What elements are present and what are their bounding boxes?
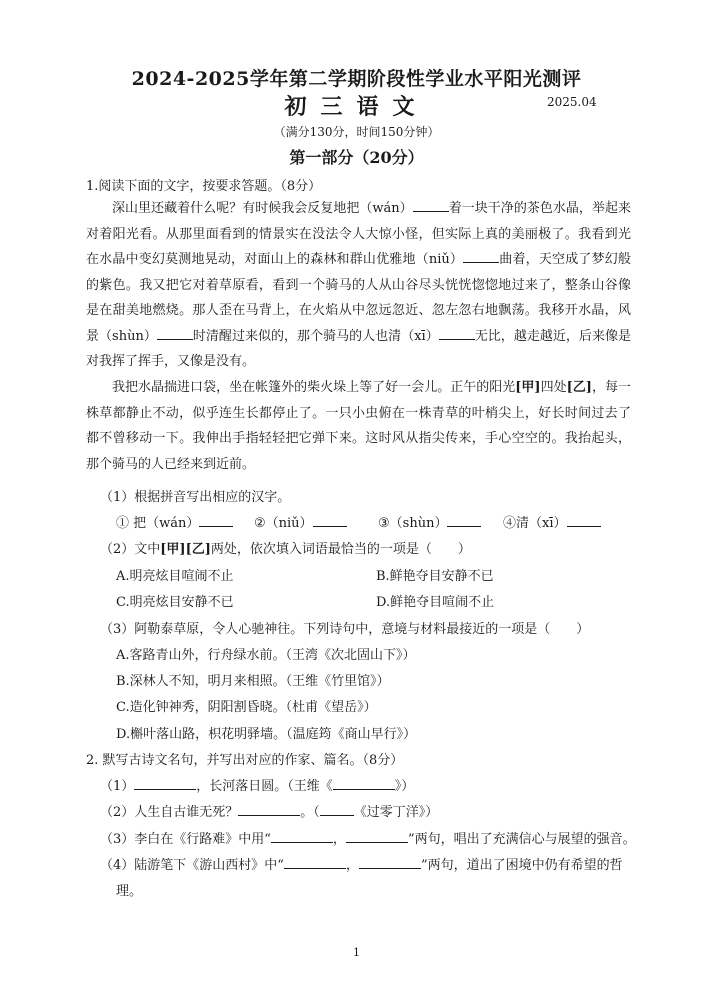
passage-text: ，每一株草都静止不动，似乎连生长都停止了。一只小虫俯在一株青草的叶梢尖上，好长时间过去了都不曾移动一下。我伸出手指轻轻把它弹下来。这时风从指尖传来，手心空空的。我抬起头，那个骑马的人已经来到近前。 [86, 380, 631, 472]
q2-line-3: （3）李白在《行路难》中用“ ， ”两句，唱出了充满信心与展望的强音。 [100, 832, 636, 847]
answer-blank[interactable] [359, 856, 421, 869]
subject-title: 初三语文 [284, 94, 429, 120]
answer-blank[interactable] [320, 803, 354, 816]
marker-jiayi: [甲][乙] [160, 542, 211, 557]
sub3-option-a[interactable]: A.客路青山外，行舟绿水前。（王湾《次北固山下》） [116, 648, 416, 663]
answer-blank[interactable] [346, 830, 408, 843]
answer-blank[interactable] [447, 514, 481, 527]
q2-line-2: （2）人生自古谁无死？ 。（ 《过零丁洋》） [100, 805, 439, 820]
answer-blank[interactable] [567, 514, 601, 527]
passage-paragraph-2 [86, 375, 631, 477]
answer-blank[interactable] [439, 327, 475, 340]
answer-blank[interactable] [413, 199, 449, 212]
q1-stem: 1.阅读下面的文字，按要求答题。（8分） [86, 179, 322, 194]
sub2-option-d[interactable]: D.鲜艳夺目喧闹不止 [376, 595, 495, 610]
sub2-option-b[interactable]: B.鲜艳夺目安静不已 [376, 569, 494, 584]
q1-sub3: （3）阿勒泰草原，令人心驰神往。下列诗句中，意境与材料最接近的一项是（ ） [100, 622, 590, 637]
passage-text: 曲着，天空成了梦幻般的紫色。我又把它对着草原看，看到一个骑马的人从山谷尽头恍恍惚惚地过来了，整条山谷像是在甜美地燃烧。那人歪在马背上，在火焰从中忽远忽近、忽左忽右地飘荡。我移开水晶，风景（shùn） [86, 252, 631, 344]
passage-text: 深山里还藏着什么呢？有时候我会反复地把（wán） [112, 201, 413, 216]
marker-jia: [甲] [515, 380, 541, 395]
answer-blank[interactable] [238, 803, 300, 816]
answer-blank[interactable] [313, 514, 347, 527]
answer-blank[interactable] [199, 514, 233, 527]
passage-text: 时清醒过来似的，那个骑马的人也清（xī） [192, 328, 439, 344]
part-title: 第一部分（20分） [289, 148, 424, 167]
exam-date: 2025.04 [547, 95, 597, 109]
q2-line-1: （1） ，长河落日圆。（王维《 》） [100, 779, 415, 794]
q2-line-4: （4）陆游笔下《游山西村》中“ ， ”两句，道出了困境中仍有希望的哲 [100, 858, 623, 873]
page-number: 1 [353, 946, 360, 959]
sub3-option-c[interactable]: C.造化钟神秀，阴阳割昏晓。（杜甫《望岳》） [116, 700, 377, 715]
pinyin-item-3: ③（shùn） [378, 512, 481, 531]
score-time-note: （满分130分，时间150分钟） [273, 125, 440, 139]
answer-blank[interactable] [333, 777, 395, 790]
answer-blank[interactable] [271, 830, 333, 843]
pinyin-item-2: ②（niǔ） [254, 512, 347, 531]
sub3-option-b[interactable]: B.深林人不知，明月来相照。（王维《竹里馆》） [116, 674, 390, 689]
sub3-option-d[interactable]: D.槲叶落山路，枳花明驿墙。（温庭筠《商山早行》） [116, 727, 417, 742]
sub2-option-a[interactable]: A.明亮炫目喧闹不止 [116, 569, 234, 584]
q1-sub2: （2）文中[甲][乙]两处，依次填入词语最恰当的一项是（ ） [100, 542, 471, 557]
passage-text: 无比，越走越近，后来像是对我挥了挥手，又像是没有。 [86, 328, 631, 369]
answer-blank[interactable] [463, 250, 499, 263]
exam-title: 2024-2025学年第二学期阶段性学业水平阳光测评 [131, 68, 582, 90]
passage-text: 四处 [540, 380, 567, 395]
q2-stem: 2. 默写古诗文名句，并写出对应的作家、篇名。（8分） [86, 753, 404, 768]
passage-text: 着一块干净的茶色水晶，举起来对着阳光看。从那里面看到的情景实在没法令人大惊小怪，但实际上真的美丽极了。我看到光在水晶中变幻莫测地晃动，对面山上的森林和群山优雅地（niǔ） [86, 201, 631, 267]
sub2-option-c[interactable]: C.明亮炫目安静不已 [116, 595, 234, 610]
q1-sub1: （1）根据拼音写出相应的汉字。 [100, 490, 291, 505]
answer-blank[interactable] [134, 777, 196, 790]
q2-line-4-cont: 理。 [116, 884, 143, 899]
passage-text: 我把水晶揣进口袋，坐在帐篷外的柴火垛上等了好一会儿。正午的阳光 [112, 380, 516, 395]
answer-blank[interactable] [157, 327, 193, 340]
pinyin-item-1: ① 把（wán） [116, 512, 233, 531]
answer-blank[interactable] [284, 856, 346, 869]
marker-yi: [乙] [566, 380, 592, 395]
pinyin-item-4: ④清（xī） [503, 512, 601, 531]
passage-paragraph-1 [86, 196, 631, 375]
